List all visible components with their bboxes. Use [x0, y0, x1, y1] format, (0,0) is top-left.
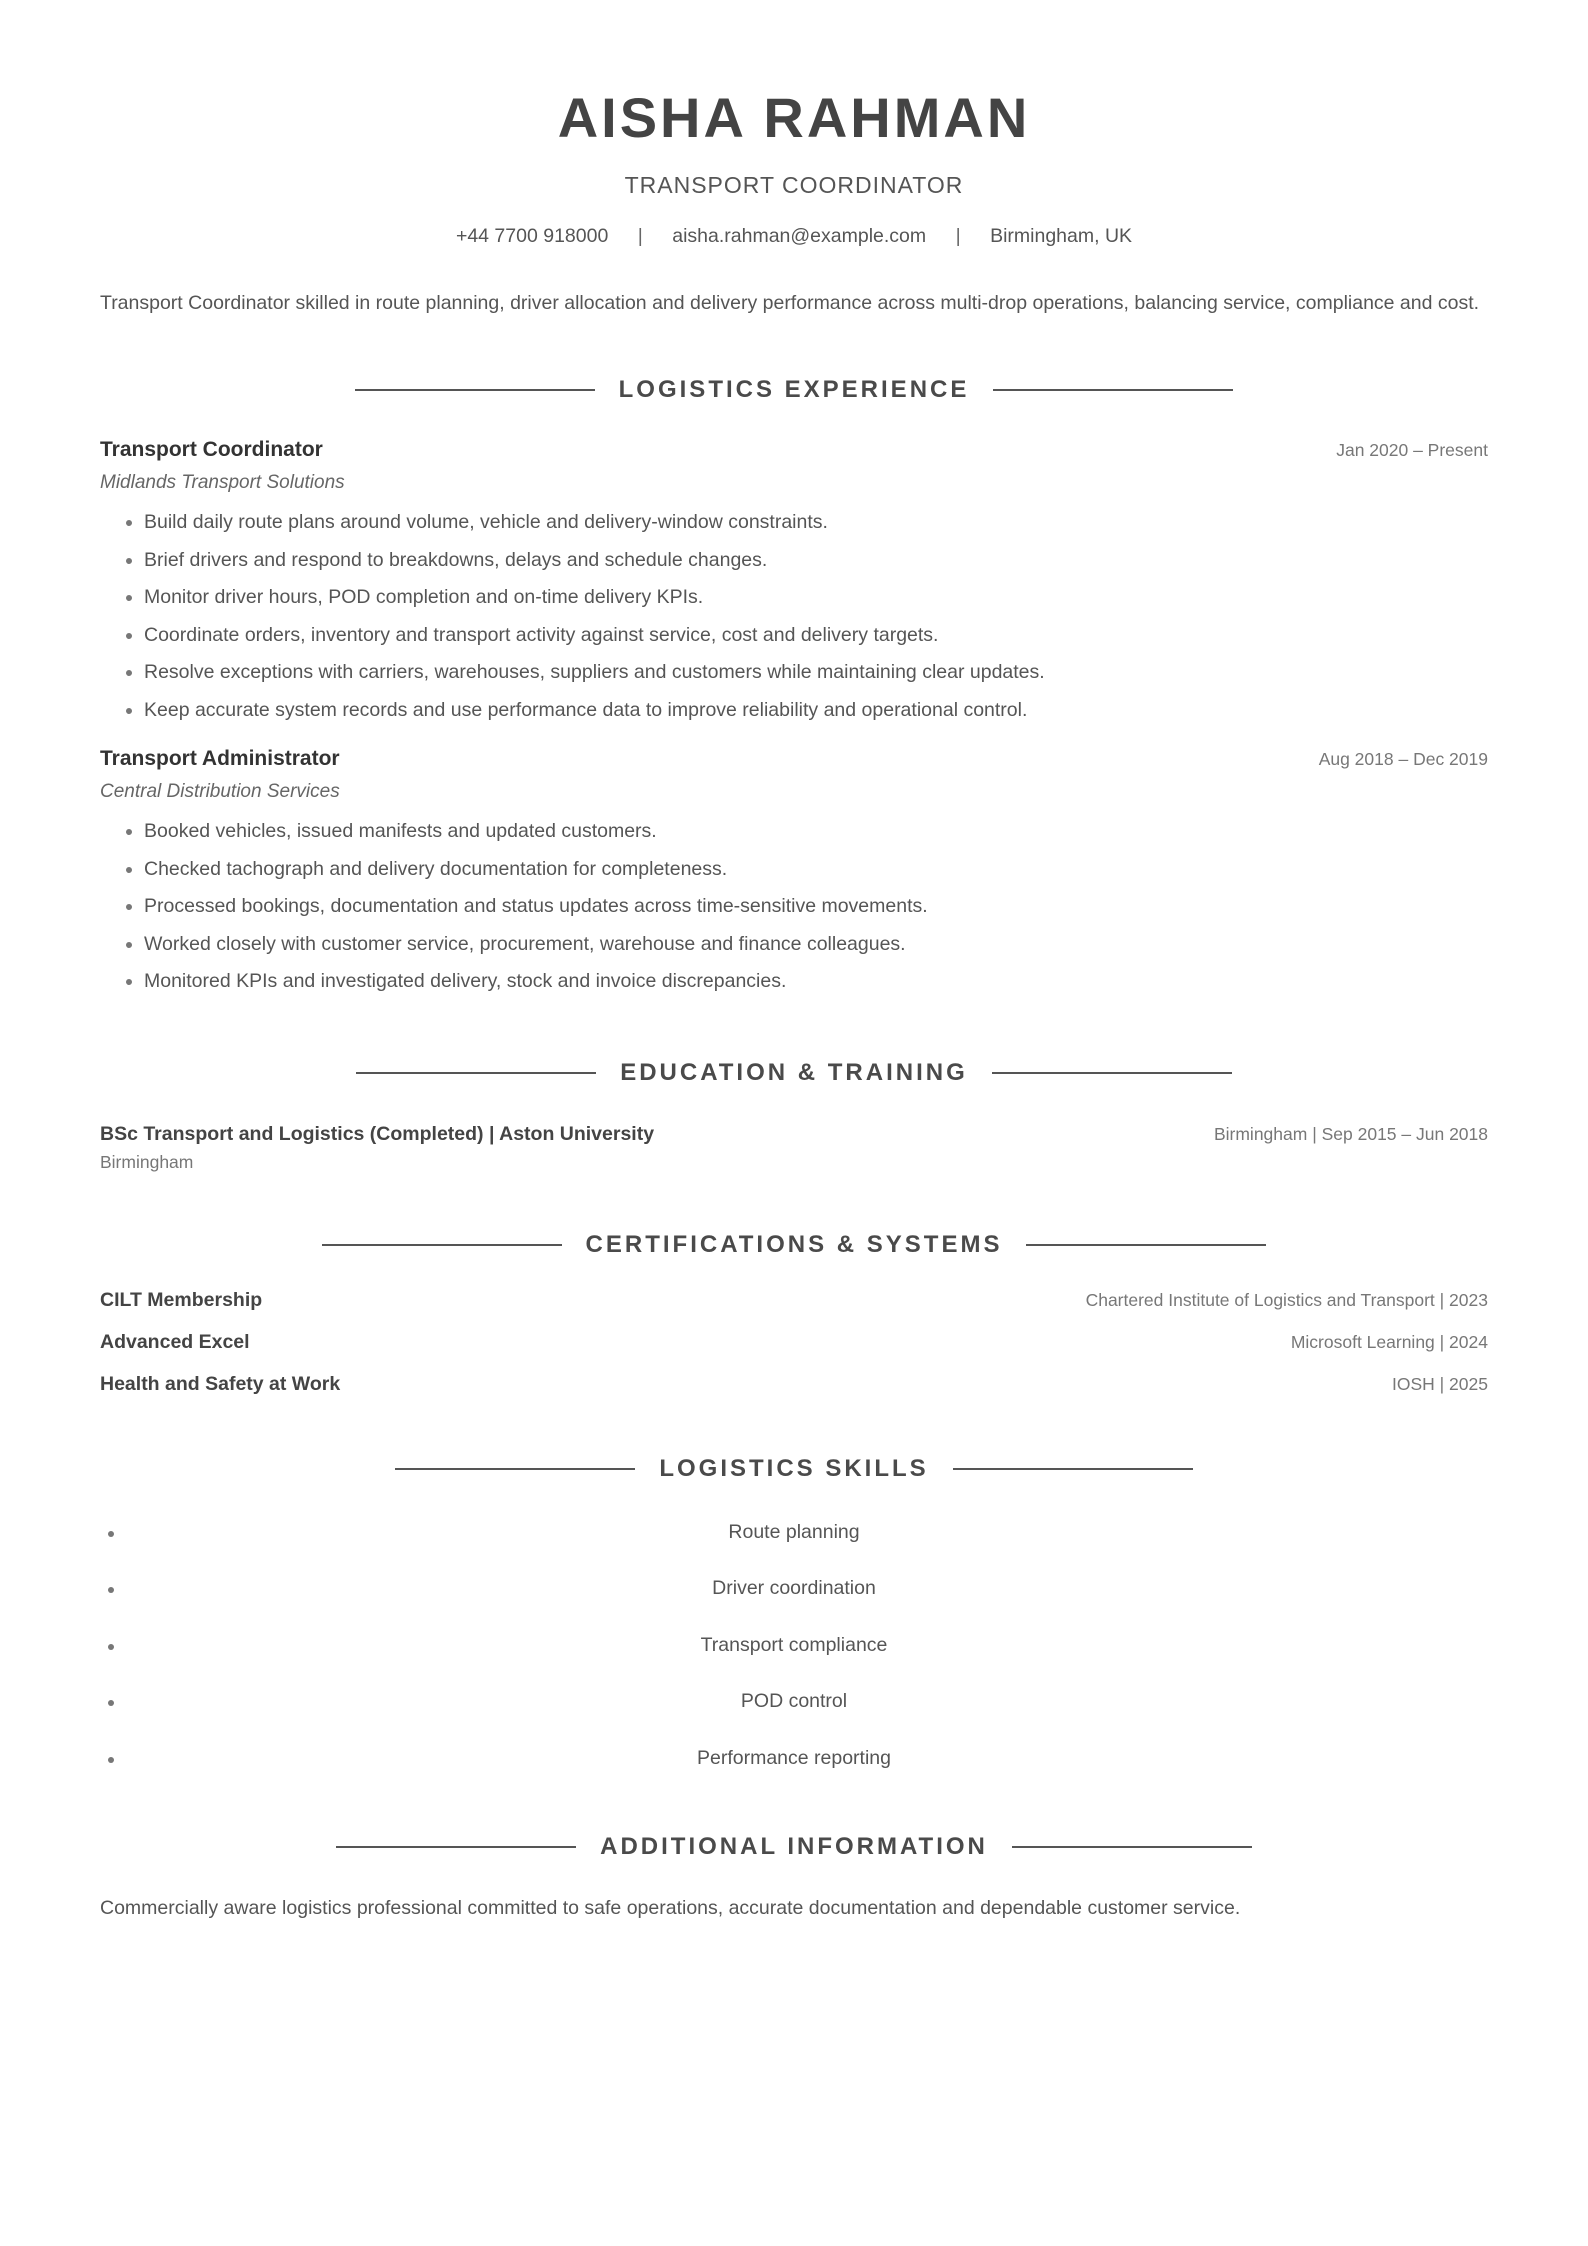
- heading-rule: [1026, 1244, 1266, 1246]
- list-item: • Keep accurate system records and use performance data to improve reliability and operational control.: [144, 692, 1488, 730]
- bullet-icon: [108, 1644, 114, 1650]
- skill-label: Driver coordination: [712, 1577, 876, 1599]
- location: Birmingham, UK: [990, 225, 1133, 247]
- section-title: CERTIFICATIONS & SYSTEMS: [585, 1230, 1003, 1258]
- certification-name: CILT Membership: [100, 1288, 263, 1311]
- bullet-icon: [108, 1757, 114, 1763]
- phone-number: +44 7700 918000: [455, 225, 609, 247]
- skill-label: Route planning: [728, 1520, 860, 1543]
- candidate-name: AISHA RAHMAN: [557, 86, 1031, 149]
- section-title: ADDITIONAL INFORMATION: [600, 1833, 988, 1860]
- certification-name: Advanced Excel: [100, 1330, 250, 1353]
- section-title: EDUCATION & TRAINING: [620, 1058, 968, 1086]
- list-item: • Coordinate orders, inventory and transport activity against service, cost and delivery targets.: [144, 617, 1488, 655]
- skill-item: [100, 1747, 1488, 1804]
- skill-label: POD control: [740, 1690, 848, 1712]
- section-heading-additional: [100, 1833, 1488, 1861]
- job-title: Transport Coordinator: [100, 438, 323, 461]
- skill-item: [100, 1690, 1488, 1747]
- list-item: • Monitored KPIs and investigated delivery, stock and invoice discrepancies.: [144, 963, 1488, 1001]
- bullet-icon: [108, 1700, 114, 1706]
- contact-separator: |: [637, 225, 643, 247]
- certification-row: [100, 1331, 1488, 1373]
- heading-rule: [993, 389, 1233, 391]
- list-item: • Resolve exceptions with carriers, warehouses, suppliers and customers while maintaining clear updates.: [144, 654, 1488, 692]
- skill-item: [100, 1577, 1488, 1634]
- certification-meta: Chartered Institute of Logistics and Transport | 2023: [1085, 1289, 1488, 1310]
- job-title: Transport Administrator: [100, 747, 340, 770]
- education-entry: [100, 1123, 1488, 1173]
- list-item: • Worked closely with customer service, procurement, warehouse and finance colleagues.: [144, 926, 1488, 964]
- education-location: Birmingham: [100, 1151, 194, 1172]
- certification-meta: IOSH | 2025: [1392, 1373, 1488, 1394]
- job-bullets: [100, 813, 1488, 1001]
- job-entry: [100, 747, 1488, 1001]
- job-entry: [100, 438, 1488, 729]
- education-header: [100, 1123, 1488, 1146]
- heading-rule: [953, 1468, 1193, 1470]
- bullet-icon: [108, 1587, 114, 1593]
- skill-label: Performance reporting: [696, 1746, 891, 1769]
- skill-label: Transport compliance: [700, 1633, 888, 1656]
- degree-title: BSc Transport and Logistics (Completed) | Aston University: [100, 1122, 655, 1145]
- heading-rule: [992, 1072, 1232, 1074]
- heading-rule: [322, 1244, 562, 1246]
- heading-rule: [355, 389, 595, 391]
- section-heading-experience: [100, 376, 1488, 404]
- section-heading-skills: [100, 1455, 1488, 1483]
- heading-rule: [395, 1468, 635, 1470]
- section-heading-certifications: [100, 1231, 1488, 1259]
- skill-item: [100, 1521, 1488, 1578]
- list-item: • Build daily route plans around volume, vehicle and delivery-window constraints.: [144, 504, 1488, 542]
- email-address: aisha.rahman@example.com: [672, 225, 927, 247]
- section-title: LOGISTICS EXPERIENCE: [618, 376, 970, 403]
- skills-list: [100, 1521, 1488, 1804]
- job-header: [100, 438, 1488, 462]
- list-item: • Checked tachograph and delivery documentation for completeness.: [144, 851, 1488, 889]
- certification-meta: Microsoft Learning | 2024: [1290, 1331, 1488, 1352]
- contact-line: [100, 225, 1488, 248]
- job-bullets: [100, 504, 1488, 729]
- heading-rule: [356, 1072, 596, 1074]
- section-heading-education: [100, 1059, 1488, 1087]
- heading-rule: [1012, 1846, 1252, 1848]
- heading-rule: [336, 1846, 576, 1848]
- certification-row: [100, 1373, 1488, 1415]
- section-title: LOGISTICS SKILLS: [659, 1454, 929, 1482]
- job-header: [100, 747, 1488, 771]
- certification-name: Health and Safety at Work: [100, 1372, 341, 1395]
- job-dates: Aug 2018 – Dec 2019: [1318, 749, 1488, 769]
- skill-item: [100, 1634, 1488, 1691]
- list-item: • Monitor driver hours, POD completion and on-time delivery KPIs.: [144, 579, 1488, 617]
- job-dates: Jan 2020 – Present: [1336, 440, 1488, 460]
- list-item: • Brief drivers and respond to breakdowns, delays and schedule changes.: [144, 542, 1488, 580]
- education-meta: Birmingham | Sep 2015 – Jun 2018: [1213, 1123, 1488, 1144]
- contact-separator: |: [955, 225, 961, 247]
- additional-information: Commercially aware logistics professional committed to safe operations, accurate documentation and dependable customer service.: [100, 1897, 1241, 1919]
- certification-list: [100, 1289, 1488, 1415]
- list-item: • Booked vehicles, issued manifests and updated customers.: [144, 813, 1488, 851]
- candidate-role: TRANSPORT COORDINATOR: [624, 172, 964, 198]
- company-name: Central Distribution Services: [100, 781, 340, 802]
- company-name: Midlands Transport Solutions: [100, 472, 345, 493]
- list-item: • Processed bookings, documentation and status updates across time-sensitive movements.: [144, 888, 1488, 926]
- bullet-icon: [108, 1531, 114, 1537]
- profile-summary: Transport Coordinator skilled in route planning, driver allocation and delivery performance across multi-drop operations, balancing service, compliance and cost.: [100, 292, 1480, 314]
- certification-row: [100, 1289, 1488, 1331]
